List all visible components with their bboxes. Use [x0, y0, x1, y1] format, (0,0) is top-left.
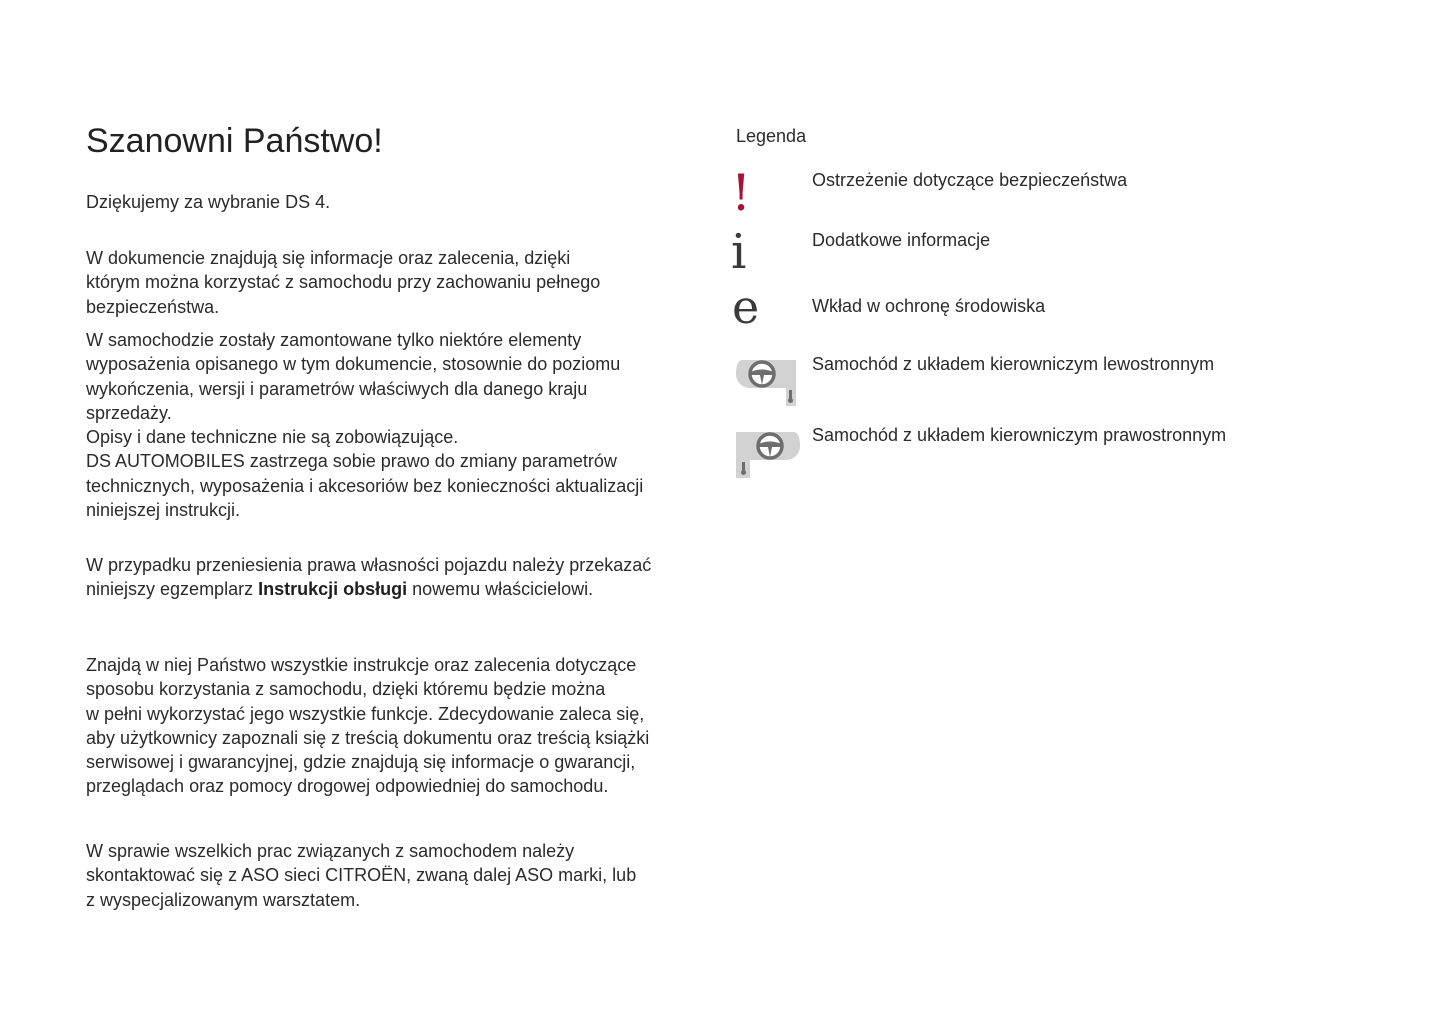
left-hand-drive-icon [736, 356, 800, 406]
text-line: skontaktować się z ASO sieci CITROËN, zwaną dalej ASO marki, lub [86, 865, 637, 886]
text-line: w pełni wykorzystać jego wszystkie funkcje. Zdecydowanie zaleca się, [86, 703, 645, 724]
text-line: sposobu korzystania z samochodu, dzięki któremu będzie można [86, 679, 606, 700]
text-line: z wyspecjalizowanym warsztatem. [86, 889, 361, 910]
legend-heading: Legenda [736, 126, 807, 146]
document-info-paragraph [86, 246, 600, 319]
text-line: W samochodzie zostały zamontowane tylko niektóre elementy [86, 330, 582, 350]
text-line: wyposażenia opisanego w tym dokumencie, stosownie do poziomu [86, 354, 621, 375]
text-line: niniejszej instrukcji. [86, 500, 241, 521]
text-line: sprzedaży. [86, 402, 172, 423]
text-line: bezpieczeństwa. [86, 296, 220, 317]
legend-label: Samochód z układem kierowniczym prawostronnym [812, 425, 1227, 445]
ownership-transfer-paragraph [86, 553, 651, 602]
text-line: Znajdą w niej Państwo wszystkie instrukcje oraz zalecenia dotyczące [86, 655, 637, 675]
text-line: wykończenia, wersji i parametrów właściwych dla danego kraju [86, 378, 588, 399]
eco-icon: e [732, 280, 760, 334]
text-line: aby użytkownicy zapoznali się z treścią dokumentu oraz treścią książki [86, 727, 650, 748]
exclamation-icon: ! [731, 164, 752, 222]
text-line: technicznych, wyposażenia i akcesoriów bez konieczności aktualizacji [86, 475, 644, 496]
service-contact-paragraph [86, 839, 636, 912]
equipment-disclaimer-paragraph [86, 328, 643, 522]
text-line: W przypadku przeniesienia prawa własności pojazdu należy przekazać [86, 555, 652, 575]
legend-label: Dodatkowe informacje [812, 230, 991, 250]
text-line: W dokumencie znajdują się informacje oraz zalecenia, dzięki [86, 248, 571, 268]
legend-label: Samochód z układem kierowniczym lewostronnym [812, 354, 1215, 374]
text-line: serwisowej i gwarancyjnej, gdzie znajdują się informacje o gwarancji, [86, 752, 636, 773]
text-line: niniejszy egzemplarz [86, 579, 259, 600]
text-line: przeglądach oraz pomocy drogowej odpowiedniej do samochodu. [86, 776, 609, 797]
manual-title-emphasis: Instrukcji obsługi [258, 579, 408, 600]
text-line: DS AUTOMOBILES zastrzega sobie prawo do zmiany parametrów [86, 451, 617, 472]
text-line: Opisy i dane techniczne nie są zobowiązujące. [86, 427, 459, 448]
manual-contents-paragraph [86, 653, 649, 799]
legend-label: Wkład w ochronę środowiska [812, 296, 1046, 316]
right-hand-drive-icon [736, 428, 800, 478]
legend-label: Ostrzeżenie dotyczące bezpieczeństwa [812, 170, 1128, 190]
intro-paragraph [86, 190, 330, 214]
text-line: nowemu właścicielowi. [407, 579, 594, 600]
page-title: Szanowni Państwo! [86, 122, 383, 160]
text-line: Dziękujemy za wybranie DS 4. [86, 192, 331, 212]
text-line: W sprawie wszelkich prac związanych z samochodem należy [86, 841, 575, 861]
info-icon: i [731, 224, 747, 280]
text-line: którym można korzystać z samochodu przy zachowaniu pełnego [86, 272, 601, 293]
